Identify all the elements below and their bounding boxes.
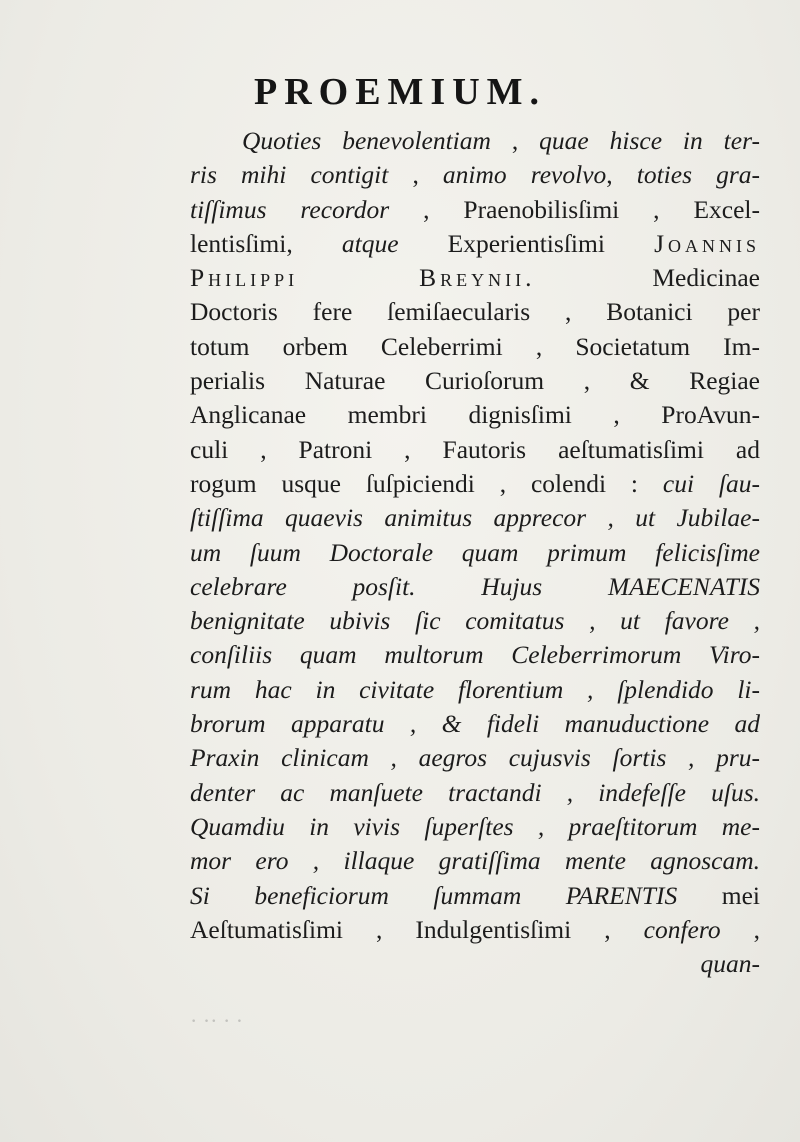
text-line xyxy=(190,261,760,295)
text-segment: tiſſimus recordor xyxy=(190,194,390,224)
text-segment: lentisſimi, xyxy=(190,228,342,258)
text-line xyxy=(190,124,760,158)
text-segment: um ſuum Doctorale quam primum felicisſime xyxy=(190,537,760,567)
text-segment: animo revolvo xyxy=(442,160,607,190)
text-segment: Praxin clinicam , aegros cujusvis ſortis , pru- xyxy=(190,743,760,773)
text-line xyxy=(190,604,760,638)
text-segment: Medicinae xyxy=(535,263,760,293)
text-segment: ſtiſſima quaevis animitus apprecor , ut Jubilae- xyxy=(190,503,760,533)
text-line xyxy=(190,227,760,261)
text-segment: , xyxy=(490,126,540,155)
text-segment: rum hac in civitate florentium , ſplendido li- xyxy=(190,674,760,704)
text-line xyxy=(190,295,760,329)
text-segment: denter ac manſuete tractandi , indefeſſe uſus. xyxy=(190,777,760,807)
text-line xyxy=(190,776,760,810)
text-segment: benignitate ubivis ſic comitatus , ut favore , xyxy=(190,606,760,636)
text-segment: confero xyxy=(643,914,721,944)
text-segment: mor ero , illaque gratiſſima mente agnoscam. xyxy=(190,846,760,876)
text-line xyxy=(190,398,760,432)
text-line xyxy=(190,330,760,364)
text-line xyxy=(190,879,760,913)
text-segment: culi , Patroni , Fautoris aeſtumatisſimi ad xyxy=(190,434,760,464)
text-line xyxy=(190,638,760,672)
text-line xyxy=(190,536,760,570)
text-line xyxy=(190,913,760,947)
text-line xyxy=(190,673,760,707)
text-segment: , xyxy=(606,160,637,190)
text-line xyxy=(190,741,760,775)
text-segment: ris mihi contigit xyxy=(190,160,389,190)
text-segment: conſiliis quam multorum Celeberrimorum Viro- xyxy=(190,640,760,670)
text-line xyxy=(190,570,760,604)
text-segment: toties gra- xyxy=(636,160,760,190)
text-segment: totum orbem Celeberrimi , Societatum Im- xyxy=(190,331,760,361)
text-segment: Experientisſimi xyxy=(398,228,655,258)
text-segment: Aeſtumatisſimi , Indulgentisſimi , xyxy=(190,914,644,944)
text-line xyxy=(190,810,760,844)
text-line xyxy=(190,501,760,535)
text-segment: Philippi Breynii. xyxy=(190,263,536,293)
text-segment: , Praenobilisſimi , Excel- xyxy=(389,194,760,224)
text-segment: mei xyxy=(677,880,760,910)
text-segment: rogum usque ſuſpiciendi , colendi : xyxy=(190,468,663,498)
text-segment: Doctoris fere ſemiſaecularis , Botanici per xyxy=(190,297,760,327)
text-line xyxy=(190,193,760,227)
text-line xyxy=(190,433,760,467)
text-segment: Joannis xyxy=(654,228,760,258)
text-segment: celebrare posſit. Hujus MAECENATIS xyxy=(190,571,760,601)
text-segment: quae hisce in ter- xyxy=(539,126,760,155)
show-through-marks: · ·· · · xyxy=(190,1008,244,1033)
text-line xyxy=(190,844,760,878)
text-segment: Quamdiu in vivis ſuperſtes , praeſtitorum me- xyxy=(190,811,760,841)
text-line xyxy=(190,364,760,398)
text-segment: , xyxy=(720,914,760,944)
text-segment: Si beneficiorum ſummam PARENTIS xyxy=(190,880,678,910)
text-segment: Anglicanae membri dignisſimi , ProAvun- xyxy=(190,400,760,430)
text-segment: brorum apparatu , & fideli manuductione ad xyxy=(190,709,760,739)
text-segment: , xyxy=(388,160,443,190)
catchword: quan- xyxy=(700,949,760,979)
text-segment: perialis Naturae Curioſorum , & Regiae xyxy=(190,366,760,396)
text-segment: cui ſau- xyxy=(662,468,760,498)
text-line xyxy=(190,158,760,192)
text-line xyxy=(190,467,760,501)
text-segment: atque xyxy=(341,228,399,258)
body-text xyxy=(190,124,760,981)
text-line xyxy=(190,707,760,741)
text-segment: Quoties benevolentiam xyxy=(242,126,491,155)
page-heading: PROEMIUM. xyxy=(253,71,547,113)
